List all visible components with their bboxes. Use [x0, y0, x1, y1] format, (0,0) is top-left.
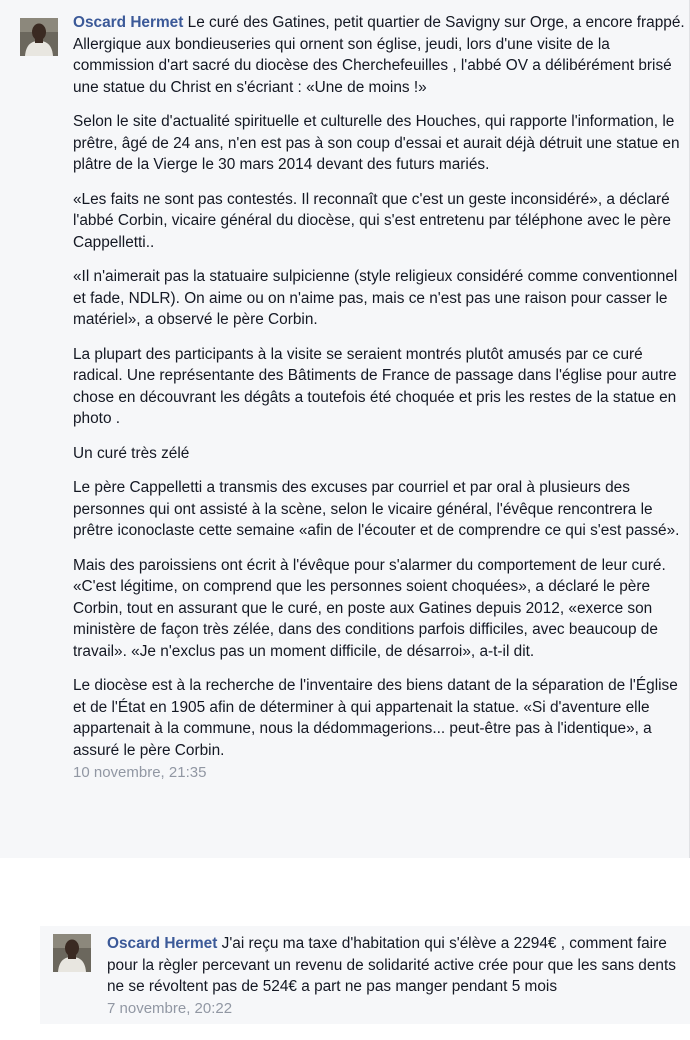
comment-paragraph: Mais des paroissiens ont écrit à l'évêque pour s'alarmer du comportement de leur curé. «C'est légitime, on comprend que les personnes soient choquées», a déclaré le père Corbin, tout en assurant que le curé, en poste aux Gatines depuis 2012, «exerce son ministère de façon très zélée, dans des conditions parfois difficiles, avec beaucoup de travail». «Je n'exclus pas un moment difficile, de désarroi», a-t-il dit.: [73, 556, 666, 660]
author-link[interactable]: Oscard Hermet: [73, 14, 184, 31]
comment-text: Le curé des Gatines, petit quartier de Savigny sur Orge, a encore frappé. Allergique aux bondieuseries qui ornent son église, jeudi, lors d'une visite de la commission d'art sacré du diocèse des Cherchefeuilles , l'abbé OV a délibérément brisé une statue du Christ en s'écriant : «Une de moins !»: [73, 14, 685, 96]
comment-body: [107, 933, 690, 1019]
author-link[interactable]: Oscard Hermet: [107, 935, 218, 952]
avatar[interactable]: [53, 934, 91, 972]
comment-paragraph: [107, 933, 690, 998]
comment: [40, 926, 690, 1024]
comment-paragraph: Le père Cappelletti a transmis des excuses par courriel et par oral à plusieurs des personnes qui ont assisté à la scène, selon le vicaire général, l'évêque rencontrera le prêtre iconoclaste cette semaine «afin de l'écouter et de comprendre ce qui s'est passé».: [73, 479, 680, 539]
comment-body: [73, 12, 685, 783]
comment-paragraph: «Les faits ne sont pas contestés. Il reconnaît que c'est un geste inconsidéré», a déclaré l'abbé Corbin, vicaire général du diocèse, qui s'est entretenu par téléphone avec le père Cappelletti..: [73, 190, 671, 251]
comment-paragraph: Un curé très zélé: [73, 444, 190, 462]
profile-photo-icon: [20, 18, 58, 56]
profile-photo-icon: [53, 934, 91, 972]
comment-text: J'ai reçu ma taxe d'habitation qui s'élève a 2294€ , comment faire pour la règler percevant un revenu de solidarité active crée pour que les sans dents ne se révoltent pas de 524€ a part ne pas manger pendant 5 mois: [107, 935, 676, 995]
comment-paragraph: Le diocèse est à la recherche de l'inventaire des biens datant de la séparation de l'Église et de l'État en 1905 afin de déterminer à qui appartenait la statue. «Si d'aventure elle appartenait à la commune, nous la dédommagerions... peut-être pas à l'identique», a assuré le père Corbin.: [73, 677, 678, 759]
avatar[interactable]: [20, 18, 58, 56]
comment-paragraph: [73, 12, 685, 98]
comment-paragraph: La plupart des participants à la visite se seraient montrés plutôt amusés par ce curé radical. Une représentante des Bâtiments de France de passage dans l'église pour autre chose en découvrant les dégâts a toutefois été choquée et pris les restes de la statue en photo .: [73, 345, 677, 427]
comment-paragraph: «Il n'aimerait pas la statuaire sulpicienne (style religieux considéré comme conventionnel et fade, NDLR). On aime ou on n'aime pas, mais ce n'est pas une raison pour casser le matériel», a observé le père Corbin.: [73, 268, 678, 328]
comment-timestamp[interactable]: 7 novembre, 20:22: [107, 999, 233, 1017]
comment-timestamp[interactable]: 10 novembre, 21:35: [73, 764, 207, 781]
comment-paragraph: Selon le site d'actualité spirituelle et culturelle des Houches, qui rapporte l'information, le prêtre, âgé de 24 ans, n'en est pas à son coup d'essai et aurait déjà détruit une statue en plâtre de la Vierge le 30 mars 2014 devant des futurs mariés.: [73, 113, 680, 173]
